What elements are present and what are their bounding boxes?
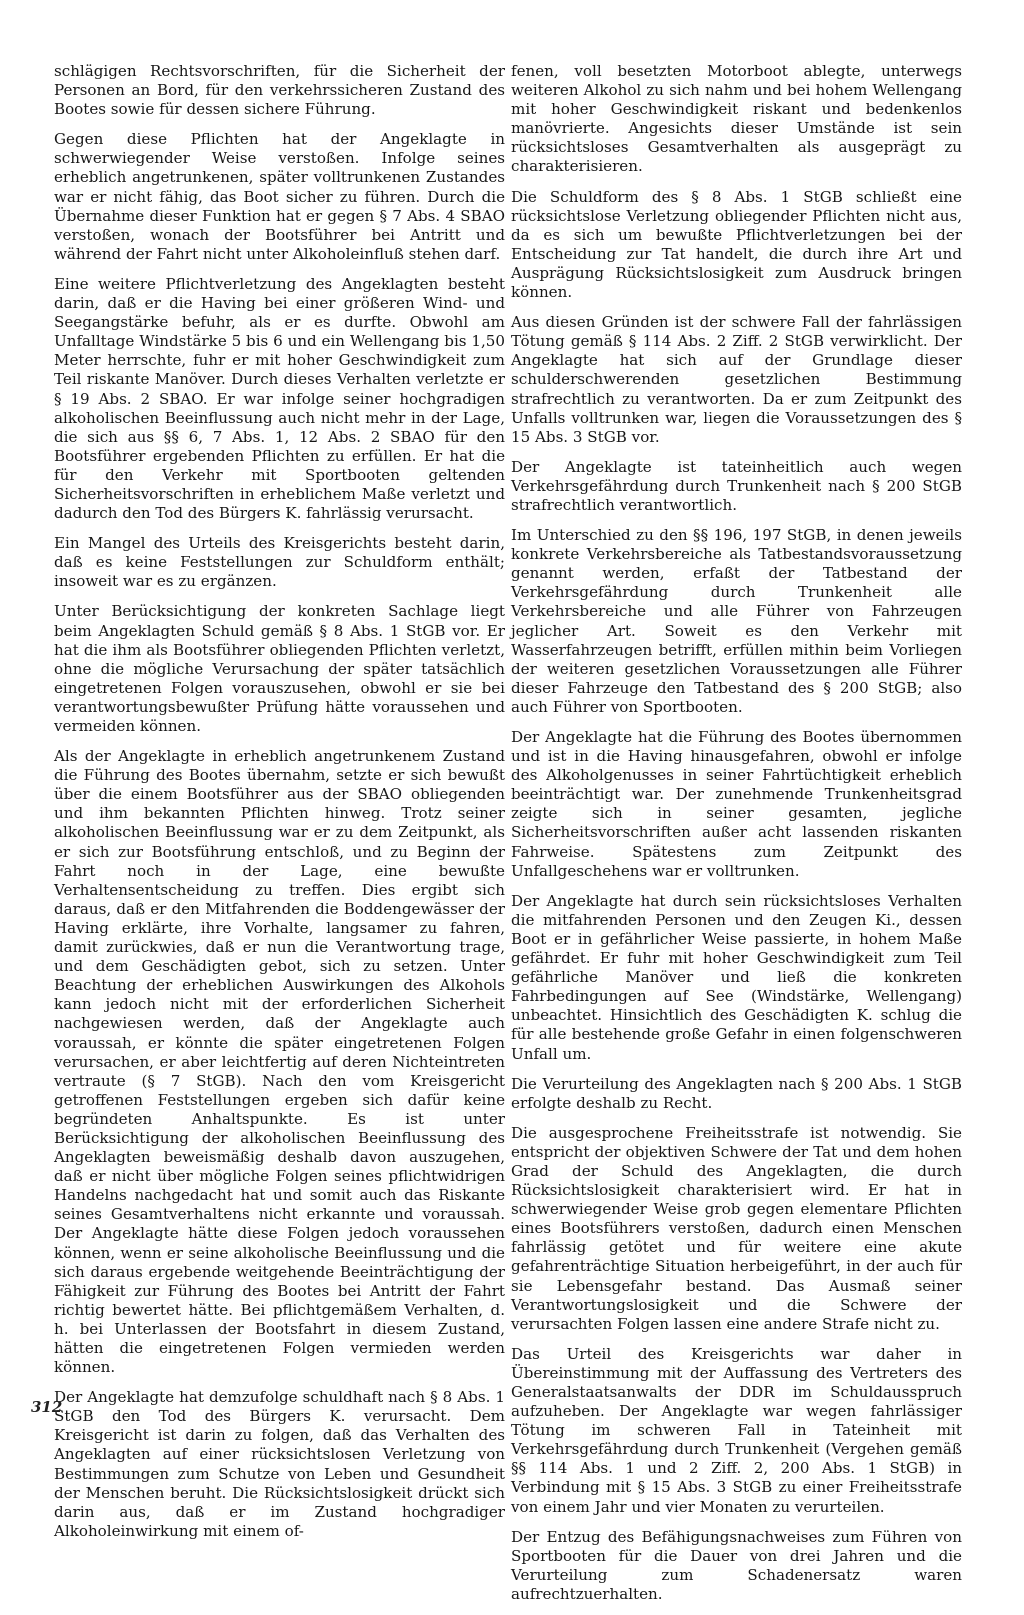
right-column [511,62,962,1615]
paragraph: Die Verurteilung des Angeklagten nach § 200 Abs. 1 StGB erfolgte deshalb zu Recht. [511,1074,962,1112]
paragraph: Das Urteil des Kreisgerichts war daher in Übereinstimmung mit der Auffassung des Vertreters des Generalstaatsanwalts der DDR im Schuldausspruch aufzuheben. Der Angeklagte war wegen fahrlässiger Tötung im schweren Fall in Tateinheit mit Verkehrsgefährdung durch Trunkenheit (Vergehen gemäß §§ 114 Abs. 1 und 2 Ziff. 2, 200 Abs. 1 StGB) in Verbindung mit § 15 Abs. 3 StGB zu einer Freiheitsstrafe von einem Jahr und vier Monaten zu verurteilen. [511,1344,962,1516]
page-number: 312 [31,1398,63,1416]
paragraph: Der Entzug des Befähigungsnachweises zum Führen von Sportbooten für die Dauer von drei Jahren und die Verurteilung zum Schadenersatz waren aufrechtzuerhalten. [511,1527,962,1603]
paragraph: Der Angeklagte ist tateinheitlich auch wegen Verkehrsgefährdung durch Trunkenheit nach § 200 StGB strafrechtlich verantwortlich. [511,457,962,514]
paragraph: Aus diesen Gründen ist der schwere Fall der fahrlässigen Tötung gemäß § 114 Abs. 2 Ziff. 2 StGB verwirklicht. Der Angeklagte hat sich auf der Grundlage dieser schulderschwerenden gesetzlichen Bestimmung strafrechtlich zu verantworten. Da er zum Zeitpunkt des Unfalls volltrunken war, liegen die Voraussetzungen des § 15 Abs. 3 StGB vor. [511,313,962,446]
paragraph: Eine weitere Pflichtverletzung des Angeklagten besteht darin, daß er die Having bei einer größeren Wind- und Seegangstärke befuhr, als er es durfte. Obwohl am Unfalltage Windstärke 5 bis 6 und ein Wellengang bis 1,50 Meter herrschte, fuhr er mit hoher Geschwindigkeit zum Teil riskante Manöver. Durch dieses Verhalten verletzte er § 19 Abs. 2 SBAO. Er war infolge seiner hochgradigen alkoholischen Beeinflussung auch nicht mehr in der Lage, die sich aus §§ 6, 7 Abs. 1, 12 Abs. 2 SBAO für den Bootsführer ergebenden Pflichten zu erfüllen. Er hat die für den Verkehr mit Sportbooten geltenden Sicherheitsvorschriften in erheblichem Maße verletzt und dadurch den Tod des Bürgers K. fahrlässig verursacht. [54,274,505,523]
paragraph: Unter Berücksichtigung der konkreten Sachlage liegt beim Angeklagten Schuld gemäß § 8 Abs. 1 StGB vor. Er hat die ihm als Bootsführer obliegenden Pflichten verletzt, ohne die mögliche Verursachung der später tatsächlich eingetretenen Folgen vorauszusehen, obwohl er sie bei verantwortungsbewußter Prüfung hätte voraussehen und vermeiden können. [54,602,505,735]
paragraph: Im Unterschied zu den §§ 196, 197 StGB, in denen jeweils konkrete Verkehrsbereiche als Tatbestandsvoraussetzung genannt werden, erfaßt der Tatbestand der Verkehrsgefährdung durch Trunkenheit alle Verkehrsbereiche und alle Führer von Fahrzeugen jeglicher Art. Soweit es den Verkehr mit Wasserfahrzeugen betrifft, erfüllen mithin beim Vorliegen der weiteren gesetzlichen Voraussetzungen alle Führer dieser Fahrzeuge den Tatbestand des § 200 StGB; also auch Führer von Sportbooten. [511,526,962,716]
paragraph: Die ausgesprochene Freiheitsstrafe ist notwendig. Sie entspricht der objektiven Schwere der Tat und dem hohen Grad der Schuld des Angeklagten, die durch Rücksichtslosigkeit charakterisiert wird. Er hat in schwerwiegender Weise grob gegen elementare Pflichten eines Bootsführers verstoßen, dadurch einen Menschen fahrlässig getötet und für weitere eine akute gefahrenträchtige Situation herbeigeführt, in der auch für sie Lebensgefahr bestand. Das Ausmaß seiner Verantwortungslosigkeit und die Schwere der verursachten Folgen lassen eine andere Strafe nicht zu. [511,1123,962,1333]
paragraph: Der Angeklagte hat durch sein rücksichtsloses Verhalten die mitfahrenden Personen und den Zeugen Ki., dessen Boot er in gefährlicher Weise passierte, in hohem Maße gefährdet. Er fuhr mit hoher Geschwindigkeit zum Teil gefährliche Manöver und ließ die konkreten Fahrbedingungen auf See (Windstärke, Wellengang) unbeachtet. Hinsichtlich des Geschädigten K. schlug die für alle bestehende große Gefahr in einen folgenschweren Unfall um. [511,891,962,1063]
paragraph: Gegen diese Pflichten hat der Angeklagte in schwerwiegender Weise verstoßen. Infolge seines erheblich angetrunkenen, später volltrunkenen Zustandes war er nicht fähig, das Boot sicher zu führen. Durch die Übernahme dieser Funktion hat er gegen § 7 Abs. 4 SBAO verstoßen, wonach der Bootsführer bei Antritt und während der Fahrt nicht unter Alkoholeinfluß stehen darf. [54,130,505,263]
paragraph: fenen, voll besetzten Motorboot ablegte, unterwegs weiteren Alkohol zu sich nahm und bei hohem Wellengang mit hoher Geschwindigkeit riskant und bedenkenlos manövrierte. Angesichts dieser Umstände ist sein rücksichtsloses Gesamtverhalten als ausgeprägt zu charakterisieren. [511,62,962,176]
left-column [54,62,505,1552]
paragraph: Die Schuldform des § 8 Abs. 1 StGB schließt eine rücksichtslose Verletzung obliegender Pflichten nicht aus, da es sich um bewußte Pflichtverletzungen bei der Entscheidung zur Tat handelt, die durch ihre Art und Ausprägung Rücksichtslosigkeit zum Ausdruck bringen können. [511,187,962,302]
paragraph: Als der Angeklagte in erheblich angetrunkenem Zustand die Führung des Bootes übernahm, setzte er sich bewußt über die einem Bootsführer aus der SBAO obliegenden und ihm bekannten Pflichten hinweg. Trotz seiner alkoholischen Beeinflussung war er zu dem Zeitpunkt, als er sich zur Bootsführung entschloß, und zu Beginn der Fahrt noch in der Lage, eine bewußte Verhaltensentscheidung zu treffen. Dies ergibt sich daraus, daß er den Mitfahrenden die Boddengewässer der Having erklärte, ihre Vorhalte, langsamer zu fahren, damit zurückwies, daß er nun die Verantwortung trage, und dem Geschädigten gebot, sich zu setzen. Unter Beachtung der erheblichen Auswirkungen des Alkohols kann jedoch nicht mit der erforderlichen Sicherheit nachgewiesen werden, daß der Angeklagte auch voraussah, er könnte die später eingetretenen Folgen verursachen, er aber leichtfertig auf deren Nichteintreten vertraute (§ 7 StGB). Nach den vom Kreisgericht getroffenen Feststellungen ergeben sich dafür keine begründeten Anhaltspunkte. Es ist unter Berücksichtigung der alkoholischen Beeinflussung des Angeklagten beweismäßig deshalb davon auszugehen, daß er nicht über mögliche Folgen seines pflichtwidrigen Handelns nachgedacht hat und somit auch das Riskante seines Gesamtverhaltens nicht erkannte und voraussah. Der Angeklagte hätte diese Folgen jedoch voraussehen können, wenn er seine alkoholische Beeinflussung und die sich daraus ergebende weitgehende Beeinträchtigung der Fähigkeit zur Führung des Bootes bei Antritt der Fahrt richtig bewertet hätte. Bei pflichtgemäßem Verhalten, d. h. bei Unterlassen der Bootsfahrt in diesem Zustand, hätten die eingetretenen Folgen vermieden werden können. [54,747,505,1377]
paragraph: Ein Mangel des Urteils des Kreisgerichts besteht darin, daß es keine Feststellungen zur Schuldform enthält; insoweit war es zu ergänzen. [54,534,505,591]
paragraph: Der Angeklagte hat die Führung des Bootes übernommen und ist in die Having hinausgefahren, obwohl er infolge des Alkoholgenusses in seiner Fahrtüchtigkeit erheblich beeinträchtigt war. Der zunehmende Trunkenheitsgrad zeigte sich in seiner gesamten, jegliche Sicherheitsvorschriften außer acht lassenden riskanten Fahrweise. Spätestens zum Zeitpunkt des Unfallgeschehens war er volltrunken. [511,728,962,880]
paragraph: schlägigen Rechtsvorschriften, für die Sicherheit der Personen an Bord, für den verkehrssicheren Zustand des Bootes sowie für dessen sichere Führung. [54,62,505,119]
paragraph: Der Angeklagte hat demzufolge schuldhaft nach § 8 Abs. 1 StGB den Tod des Bürgers K. verursacht. Dem Kreisgericht ist darin zu folgen, daß das Verhalten des Angeklagten auf einer rücksichtslosen Verletzung von Bestimmungen zum Schutze von Leben und Gesundheit der Menschen beruht. Die Rücksichtslosigkeit drückt sich darin aus, daß er im Zustand hochgradiger Alkoholeinwirkung mit einem of- [54,1388,505,1540]
